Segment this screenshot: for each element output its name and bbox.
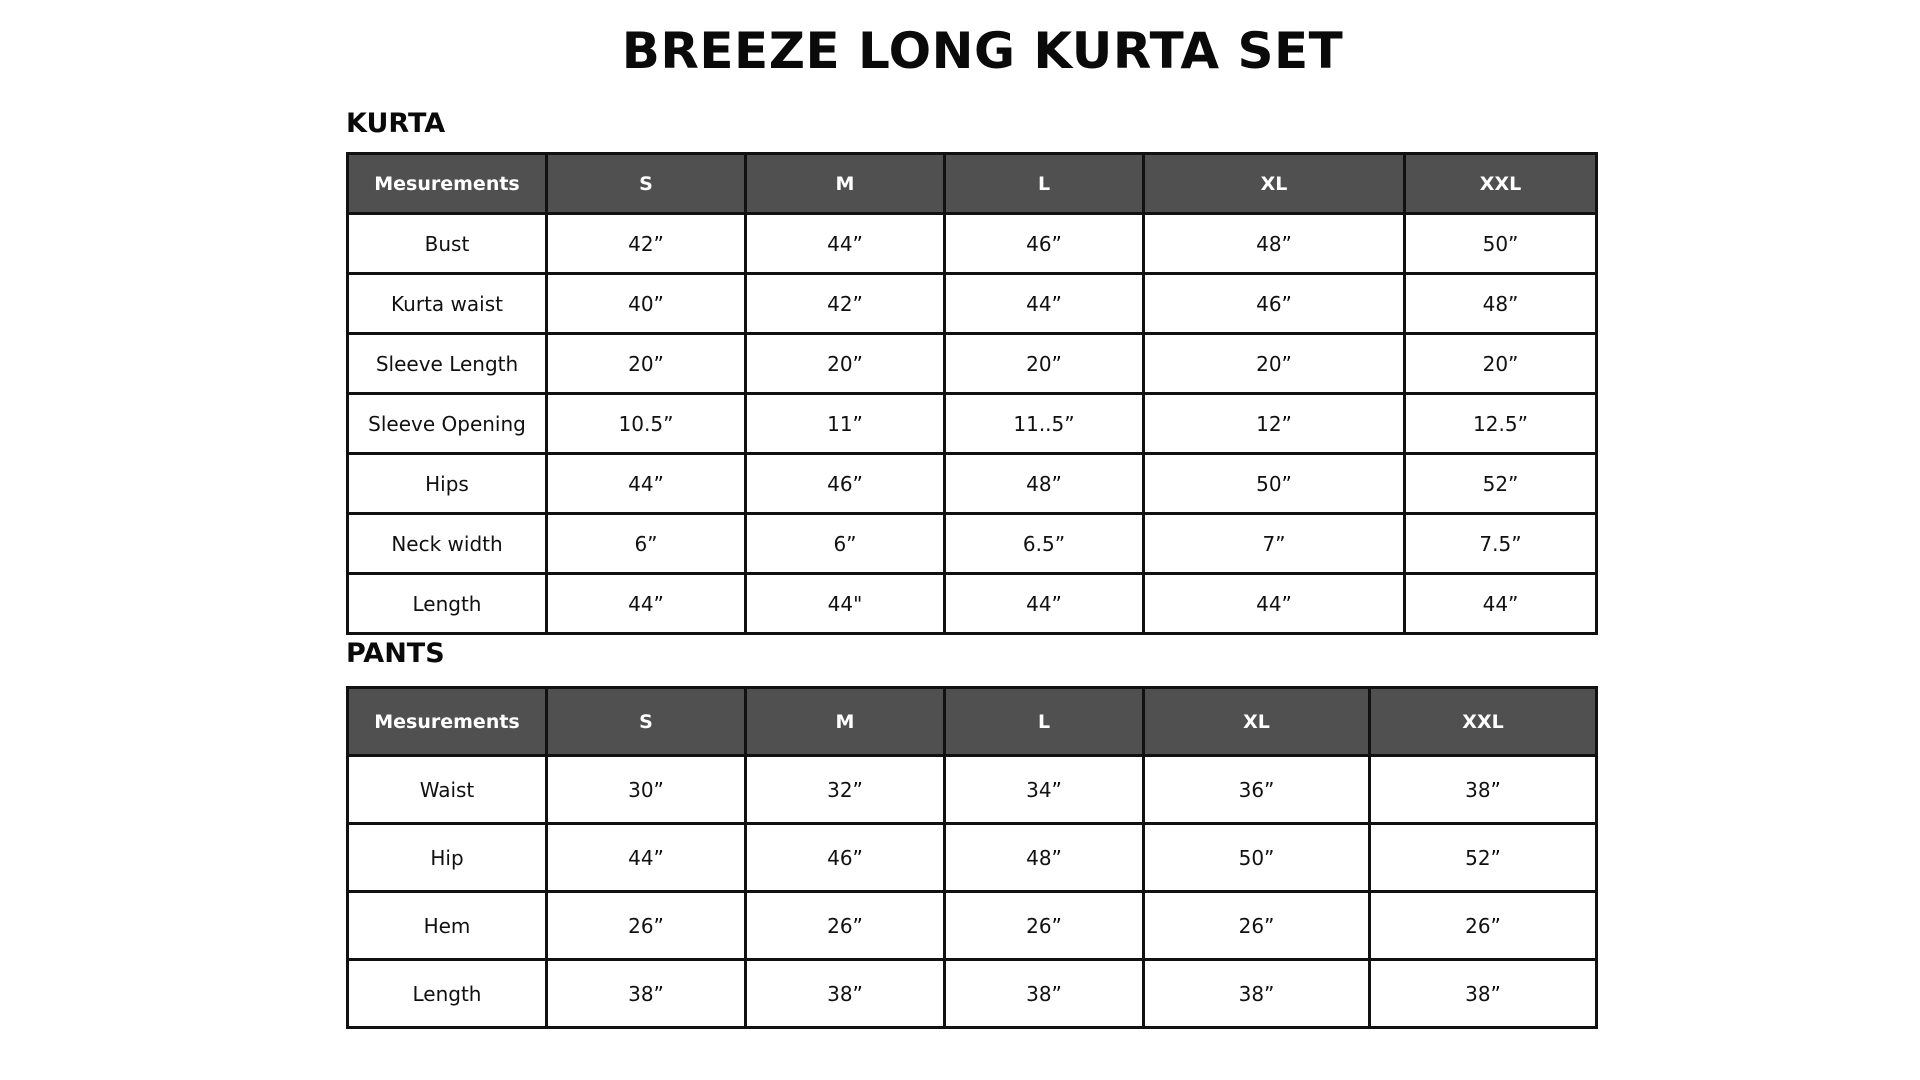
page-title: BREEZE LONG KURTA SET (621, 22, 1344, 80)
table-header-row (348, 688, 1597, 756)
table-cell: 32” (746, 756, 945, 824)
table-row (348, 574, 1597, 634)
table-cell: 44” (945, 574, 1144, 634)
table-row (348, 394, 1597, 454)
table-cell: 44” (547, 454, 746, 514)
table-row (348, 334, 1597, 394)
table-cell: 11” (746, 394, 945, 454)
table-cell: 26” (1370, 892, 1597, 960)
table-cell: 20” (945, 334, 1144, 394)
table-cell: 38” (746, 960, 945, 1028)
measurement-label: Sleeve Opening (348, 394, 547, 454)
table-cell: 38” (547, 960, 746, 1028)
table-cell: 44” (746, 214, 945, 274)
table-cell: 36” (1144, 756, 1370, 824)
column-header-xxl: XXL (1370, 688, 1597, 756)
table-cell: 34” (945, 756, 1144, 824)
table-cell: 42” (746, 274, 945, 334)
column-header-l: L (945, 688, 1144, 756)
table-cell: 38” (945, 960, 1144, 1028)
table-cell: 44” (1405, 574, 1597, 634)
table-cell: 42” (547, 214, 746, 274)
table-cell: 26” (547, 892, 746, 960)
table-cell: 52” (1370, 824, 1597, 892)
kurta-section-heading: KURTA (346, 108, 446, 139)
column-header-xl: XL (1144, 688, 1370, 756)
table-cell: 26” (1144, 892, 1370, 960)
table-row (348, 274, 1597, 334)
measurement-label: Kurta waist (348, 274, 547, 334)
table-cell: 44” (945, 274, 1144, 334)
table-cell: 20” (1144, 334, 1405, 394)
measurement-label: Hip (348, 824, 547, 892)
pants-section-heading: PANTS (346, 638, 445, 669)
table-cell: 44” (547, 574, 746, 634)
table-row (348, 214, 1597, 274)
table-row (348, 756, 1597, 824)
table-cell: 20” (547, 334, 746, 394)
measurement-label: Hips (348, 454, 547, 514)
column-header-xxl: XXL (1405, 154, 1597, 214)
table-row (348, 454, 1597, 514)
measurement-label: Neck width (348, 514, 547, 574)
measurement-label: Length (348, 574, 547, 634)
table-cell: 26” (945, 892, 1144, 960)
pants-size-table (346, 686, 1598, 1029)
measurement-label: Waist (348, 756, 547, 824)
column-header-xl: XL (1144, 154, 1405, 214)
table-cell: 12.5” (1405, 394, 1597, 454)
table-cell: 38” (1370, 960, 1597, 1028)
table-cell: 48” (1405, 274, 1597, 334)
table-cell: 11..5” (945, 394, 1144, 454)
column-header-l: L (945, 154, 1144, 214)
table-cell: 50” (1405, 214, 1597, 274)
table-cell: 50” (1144, 454, 1405, 514)
table-cell: 7.5” (1405, 514, 1597, 574)
measurement-label: Bust (348, 214, 547, 274)
column-header-measurements: Mesurements (348, 688, 547, 756)
table-cell: 20” (1405, 334, 1597, 394)
table-cell: 44” (547, 824, 746, 892)
table-cell: 12” (1144, 394, 1405, 454)
table-cell: 46” (746, 454, 945, 514)
table-cell: 26” (746, 892, 945, 960)
table-row (348, 892, 1597, 960)
table-cell: 50” (1144, 824, 1370, 892)
table-cell: 38” (1370, 756, 1597, 824)
measurement-label: Hem (348, 892, 547, 960)
column-header-s: S (547, 688, 746, 756)
column-header-measurements: Mesurements (348, 154, 547, 214)
measurement-label: Sleeve Length (348, 334, 547, 394)
column-header-m: M (746, 154, 945, 214)
table-cell: 30” (547, 756, 746, 824)
table-cell: 6.5” (945, 514, 1144, 574)
table-cell: 48” (1144, 214, 1405, 274)
table-cell: 46” (945, 214, 1144, 274)
table-cell: 38” (1144, 960, 1370, 1028)
table-cell: 20” (746, 334, 945, 394)
table-cell: 44" (746, 574, 945, 634)
table-cell: 10.5” (547, 394, 746, 454)
kurta-size-table (346, 152, 1598, 635)
table-row (348, 960, 1597, 1028)
column-header-s: S (547, 154, 746, 214)
table-header-row (348, 154, 1597, 214)
measurement-label: Length (348, 960, 547, 1028)
column-header-m: M (746, 688, 945, 756)
table-cell: 7” (1144, 514, 1405, 574)
table-cell: 48” (945, 454, 1144, 514)
table-row (348, 514, 1597, 574)
table-cell: 6” (547, 514, 746, 574)
table-cell: 48” (945, 824, 1144, 892)
table-cell: 46” (746, 824, 945, 892)
table-row (348, 824, 1597, 892)
table-cell: 46” (1144, 274, 1405, 334)
table-cell: 52” (1405, 454, 1597, 514)
table-cell: 44” (1144, 574, 1405, 634)
table-cell: 40” (547, 274, 746, 334)
table-cell: 6” (746, 514, 945, 574)
